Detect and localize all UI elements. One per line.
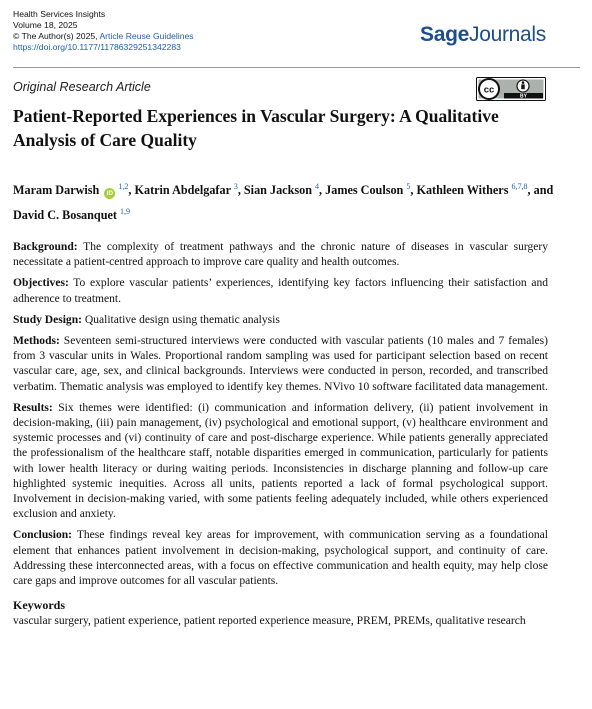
abstract-section-text: These findings reveal key areas for improvement, with communication serving as a foundational element that enhances patient involvement in decision-making, psychological support, and continuity of care. Addressing these interconnected areas, with a focus on effective communication and health equity, may help close care gaps and improve outcomes for all vascular patients. [13,529,548,588]
abstract-section-label: Results: [13,401,53,414]
author-name[interactable]: Kathleen Withers [416,183,509,197]
abstract-section [13,528,548,589]
article-type: Original Research Article [13,80,151,94]
abstract-section [13,240,548,270]
author-separator: , [410,183,417,197]
author-name[interactable]: Maram Darwish [13,183,100,197]
author-separator: , and [527,183,554,197]
abstract-section-text: Seventeen semi-structured interviews were conducted with vascular patients (10 males and 7 females) from 3 vascular units in Wales. Proportional random sampling was used for participant selection based on recent vascular care, age, sex, and clinical backgrounds. Interviews were conducted in person, recorded, and transcribed verbatim. Thematic analysis was employed to identify key themes. NVivo 10 software facilitated data management. [13,335,548,393]
abstract-section [13,334,548,395]
affiliation-marker[interactable]: 4 [315,182,320,191]
author-name[interactable]: James Coulson [325,183,404,197]
author-name[interactable]: Katrin Abdelgafar [134,183,231,197]
abstract-section [13,276,548,306]
journal-name: Health Services Insights [13,9,106,19]
volume-info: Volume 18, 2025 [13,20,78,30]
abstract [13,240,548,636]
svg-text:BY: BY [520,93,527,100]
affiliation-marker[interactable]: 1,9 [120,207,131,216]
abstract-section-text: The complexity of treatment pathways and the chronic nature of diseases in vascular surgery necessitate a patient-centred approach to improve care quality and health outcomes. [13,241,548,269]
brand-light: Journals [469,23,546,46]
copyright-text: © The Author(s) 2025, [13,31,98,41]
abstract-section-text: To explore vascular patients’ experiences, identifying key factors influencing their satisfaction and adherence to treatment. [13,277,548,305]
affiliation-marker[interactable]: 3 [233,182,238,191]
affiliation-marker[interactable]: 5 [406,182,411,191]
author-separator: , [319,183,326,197]
abstract-section-label: Objectives: [13,277,69,290]
abstract-section-text: Qualitative design using thematic analysis [84,313,280,326]
author-list [13,176,573,226]
affiliation-marker[interactable]: 1,2 [118,182,129,191]
doi-link[interactable]: https://doi.org/10.1177/11786329251342283 [13,42,181,52]
author-separator: , [237,183,244,197]
keywords-text: vascular surgery, patient experience, patient reported experience measure, PREM, PREMs, qualitative research [13,615,526,628]
author-name[interactable]: David C. Bosanquet [13,208,117,222]
reuse-guidelines-link[interactable]: Article Reuse Guidelines [99,31,194,41]
abstract-section [13,401,548,523]
cc-by-license-icon[interactable] [476,77,546,101]
abstract-section-label: Study Design: [13,313,82,326]
orcid-icon[interactable]: iD [104,188,115,199]
abstract-section-label: Methods: [13,335,60,348]
keywords-heading: Keywords [13,598,65,613]
header-divider [13,67,580,68]
abstract-section-label: Conclusion: [13,529,73,542]
brand-bold: Sage [420,23,470,46]
abstract-section [13,313,548,328]
article-title: Patient-Reported Experiences in Vascular Surgery: A Qualitative Analysis of Care Quality [13,106,499,150]
author-name[interactable]: Sian Jackson [243,183,312,197]
sage-journals-logo[interactable] [420,23,546,47]
abstract-section-text: Six themes were identified: (i) communication and information delivery, (ii) patient involvement in decision-making, (iii) pain management, (iv) psychological and emotional support, (v) healthcare environment and systemic processes and (vi) continuity of care and post-discharge experience. While patients generally appreciated the professionalism of the healthcare staff, notable disparities emerged in communication, particularly for patients with lower health literacy or during waiting periods. Inconsistencies in discharge planning and follow-up care highlighted systemic inequities. Across all units, patients reported a lack of formal psychological support. Involvement in decision-making varied, with some patients feeling adequately included, while others experienced exclusion and anxiety. [13,401,548,521]
svg-text:cc: cc [483,84,495,96]
author-separator: , [128,183,135,197]
journal-meta [13,9,194,53]
abstract-section-label: Background: [13,241,78,253]
affiliation-marker[interactable]: 6,7,8 [511,182,528,191]
copyright-line [13,31,194,42]
